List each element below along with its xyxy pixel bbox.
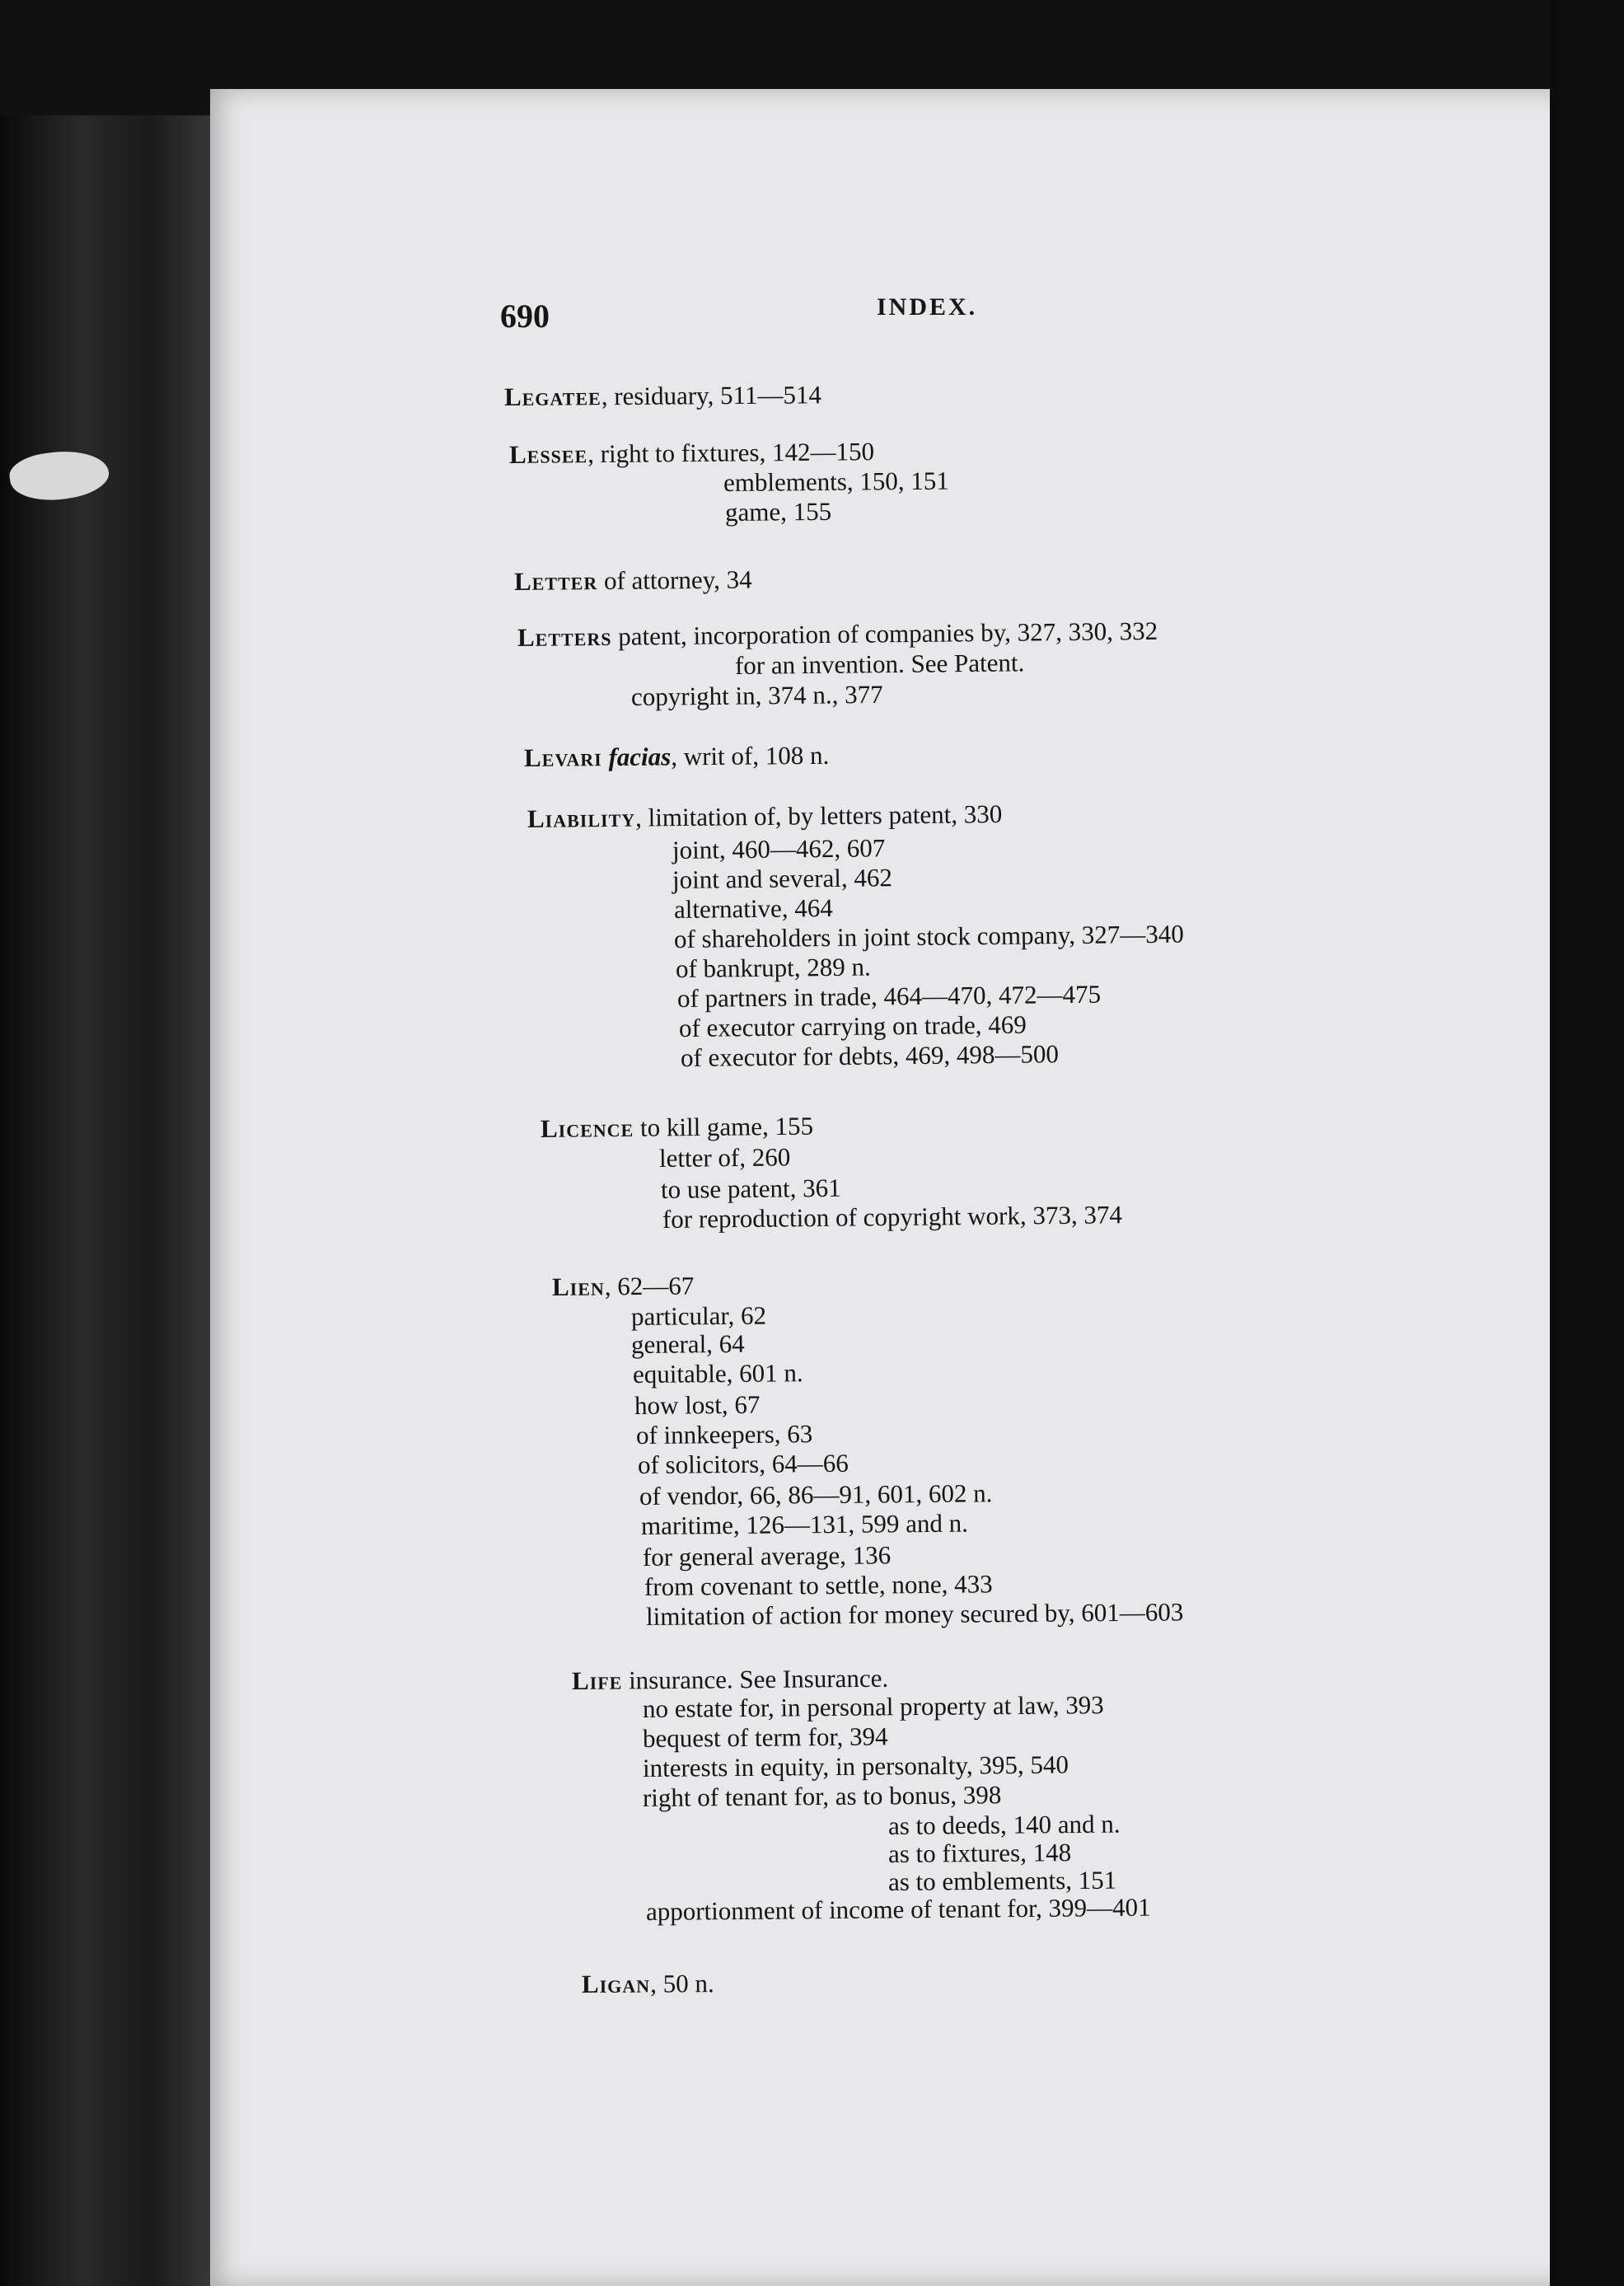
index-subentry: letter of, 260 <box>658 1142 791 1173</box>
entry-text: insurance. See Insurance. <box>622 1663 889 1695</box>
index-subentry: right of tenant for, as to bonus, 398 <box>642 1780 1002 1812</box>
index-subentry: as to fixtures, 148 <box>887 1838 1072 1868</box>
index-subentry: of executor for debts, 469, 498—500 <box>680 1039 1060 1072</box>
index-subentry: of innkeepers, 63 <box>635 1419 813 1450</box>
entry-text: , writ of, 108 n. <box>671 740 830 771</box>
index-subentry: as to deeds, 140 and n. <box>887 1809 1121 1840</box>
index-entry-ligan <box>582 1970 714 1997</box>
index-subentry: as to emblements, 151 <box>887 1865 1117 1896</box>
index-subentry: from covenant to settle, none, 433 <box>644 1569 993 1601</box>
index-subentry: equitable, 601 n. <box>632 1358 803 1389</box>
entry-headword: Liability <box>527 803 636 833</box>
index-subentry: of bankrupt, 289 n. <box>675 952 871 983</box>
entry-text: , right to fixtures, 142—150 <box>587 437 875 469</box>
index-entry-letter <box>514 566 752 594</box>
entry-headword: Licence <box>540 1113 634 1143</box>
index-subentry: general, 64 <box>630 1328 745 1359</box>
index-subentry: alternative, 464 <box>673 892 833 924</box>
entry-headword: Lessee <box>508 439 588 469</box>
index-subentry: joint and several, 462 <box>672 863 893 894</box>
index-entry-liability <box>527 801 1003 831</box>
index-entry-licence <box>541 1113 813 1141</box>
index-subentry: for an invention. See Patent. <box>734 648 1025 680</box>
page-title: INDEX. <box>877 293 978 321</box>
index-subentry: copyright in, 374 n., 377 <box>630 679 883 711</box>
index-subentry: limitation of action for money secured by, 601—603 <box>645 1597 1184 1631</box>
entry-headword: Life <box>571 1665 623 1695</box>
index-subentry: no estate for, in personal property at law, 393 <box>642 1690 1104 1723</box>
entry-text: , limitation of, by letters patent, 330 <box>634 799 1003 832</box>
entry-headword: Levari <box>523 742 602 772</box>
index-subentry: for reproduction of copyright work, 373, 374 <box>662 1200 1123 1234</box>
index-entry-lien <box>552 1272 695 1300</box>
entry-text: patent, incorporation of companies by, 327, 330, 332 <box>611 616 1158 651</box>
index-entry-letters <box>517 618 1158 650</box>
entry-headword: Legatee <box>503 382 601 411</box>
index-entry-lessee <box>509 438 874 467</box>
index-subentry: of shareholders in joint stock company, 327—340 <box>673 919 1184 953</box>
index-subentry: for general average, 136 <box>642 1540 892 1572</box>
entry-text: of attorney, 34 <box>597 564 752 596</box>
entry-headword: Letters <box>517 621 612 652</box>
index-subentry: maritime, 126—131, 599 and n. <box>640 1508 969 1540</box>
entry-headword: Lien <box>551 1272 605 1301</box>
index-subentry: joint, 460—462, 607 <box>672 833 886 864</box>
entry-text: to kill game, 155 <box>634 1111 814 1142</box>
index-subentry: how lost, 67 <box>634 1389 761 1420</box>
entry-text-italic: facias <box>608 742 672 772</box>
entry-text: , 50 n. <box>650 1969 714 1998</box>
entry-text: , residuary, 511—514 <box>601 380 822 411</box>
index-subentry: apportionment of income of tenant for, 399—401 <box>645 1892 1151 1926</box>
index-subentry: of solicitors, 64—66 <box>637 1448 849 1479</box>
index-subentry: bequest of term for, 394 <box>642 1722 888 1753</box>
index-subentry: of vendor, 66, 86—91, 601, 602 n. <box>639 1478 993 1511</box>
index-subentry: to use patent, 361 <box>660 1173 841 1204</box>
entry-headword: Letter <box>513 566 598 596</box>
index-entry-life <box>572 1665 888 1693</box>
index-subentry: particular, 62 <box>630 1300 767 1331</box>
index-subentry: interests in equity, in personalty, 395, 540 <box>642 1750 1069 1782</box>
index-subentry: of partners in trade, 464—470, 472—475 <box>676 979 1102 1013</box>
index-subentry: game, 155 <box>724 496 832 527</box>
entry-headword: Ligan <box>581 1969 651 1998</box>
index-subentry: emblements, 150, 151 <box>723 466 949 497</box>
index-subentry: of executor carrying on trade, 469 <box>678 1009 1027 1042</box>
page-number: 690 <box>500 297 550 335</box>
entry-text: , 62—67 <box>604 1271 695 1301</box>
index-entry-levari <box>524 742 830 771</box>
index-entry-legatee <box>504 382 821 410</box>
